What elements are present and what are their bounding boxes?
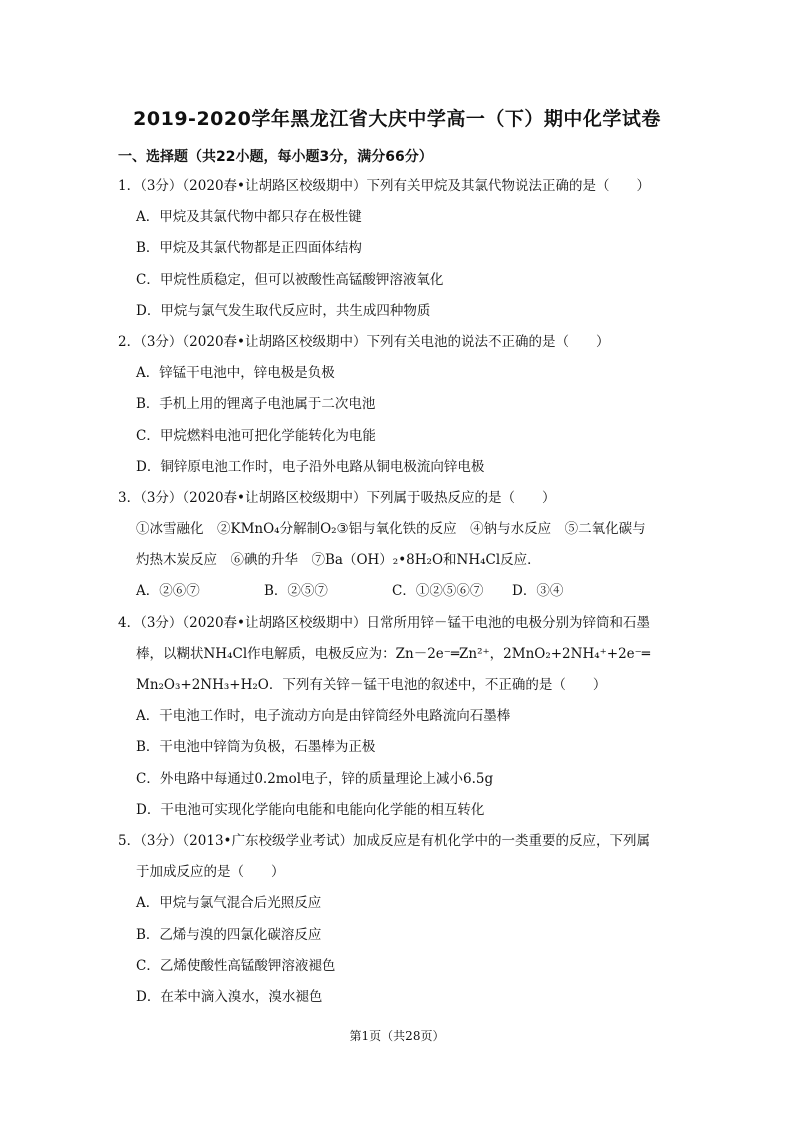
question-stem: 4．（3分）（2020春•让胡路区校级期中）日常所用锌－锰干电池的电极分别为锌筒和石墨 [118,614,650,631]
question-2 [118,327,678,483]
option-b: B．手机上用的锂离子电池属于二次电池 [136,396,376,413]
question-stem-continuation: 于加成反应的是（ ） [136,864,285,881]
exam-title: 2019-2020学年黑龙江省大庆中学高一（下）期中化学试卷 [133,108,661,130]
question-stem: 5．（3分）（2013•广东校级学业考试）加成反应是有机化学中的一类重要的反应，下列属 [118,832,650,849]
question-stem: 3．（3分）（2020春•让胡路区校级期中）下列属于吸热反应的是（ ） [118,489,556,506]
question-5 [118,826,678,1013]
option-a: A．干电池工作时，电子流动方向是由锌筒经外电路流向石墨棒 [136,708,511,725]
options-row [118,576,678,607]
page-footer: 第1页（共28页） [349,1029,445,1043]
question-3 [118,483,678,608]
question-stem: 1．（3分）（2020春•让胡路区校级期中）下列有关甲烷及其氯代物说法正确的是（ ） [118,178,650,194]
option-c: C．①②⑤⑥⑦ [392,583,484,600]
option-b: B．乙烯与溴的四氯化碳溶反应 [136,926,322,943]
option-d: D．③④ [512,583,564,600]
option-a: A．②⑥⑦ [136,583,200,600]
question-4 [118,608,678,826]
option-d: D．干电池可实现化学能向电能和电能向化学能的相互转化 [136,801,485,818]
question-stem-continuation: Mn₂O₃+2NH₃+H₂O．下列有关锌－锰干电池的叙述中，不正确的是（ ） [136,677,607,693]
option-c: C．外电路中每通过0.2mol电子，锌的质量理论上减小6.5g [136,770,494,787]
question-stem-continuation: ①冰雪融化 ②KMnO₄分解制O₂③铝与氧化铁的反应 ④钠与水反应 ⑤二氧化碳与 [136,521,646,538]
question-list [118,171,678,1013]
option-c: C．甲烷燃料电池可把化学能转化为电能 [136,427,376,444]
option-c: C．乙烯使酸性高锰酸钾溶液褪色 [136,957,336,974]
option-d: D．在苯中滴入溴水，溴水褪色 [136,988,323,1005]
option-d: D．甲烷与氯气发生取代反应时，共生成四种物质 [136,302,431,319]
option-a: A．甲烷与氯气混合后光照反应 [136,895,322,912]
question-1 [118,171,678,327]
question-stem: 2．（3分）（2020春•让胡路区校级期中）下列有关电池的说法不正确的是（ ） [118,333,610,350]
option-b: B．干电池中锌筒为负极，石墨棒为正极 [136,739,376,756]
option-a: A．甲烷及其氯代物中都只存在极性键 [136,209,362,226]
question-stem-continuation: 棒，以糊状NH₄Cl作电解质，电极反应为：Zn－2e⁻═Zn²⁺，2MnO₂+2NH₄⁺+2e⁻═ [136,645,650,662]
option-b: B．②⑤⑦ [264,583,328,600]
question-stem-continuation: 灼热木炭反应 ⑥碘的升华 ⑦Ba（OH）₂•8H₂O和NH₄Cl反应． [136,552,541,569]
section-heading: 一、选择题（共22小题，每小题3分，满分66分） [118,149,433,165]
option-c: C．甲烷性质稳定，但可以被酸性高锰酸钾溶液氧化 [136,271,444,288]
option-b: B．甲烷及其氯代物都是正四面体结构 [136,240,362,257]
option-a: A．锌锰干电池中，锌电极是负极 [136,365,335,382]
option-d: D．铜锌原电池工作时，电子沿外电路从铜电极流向锌电极 [136,458,485,475]
